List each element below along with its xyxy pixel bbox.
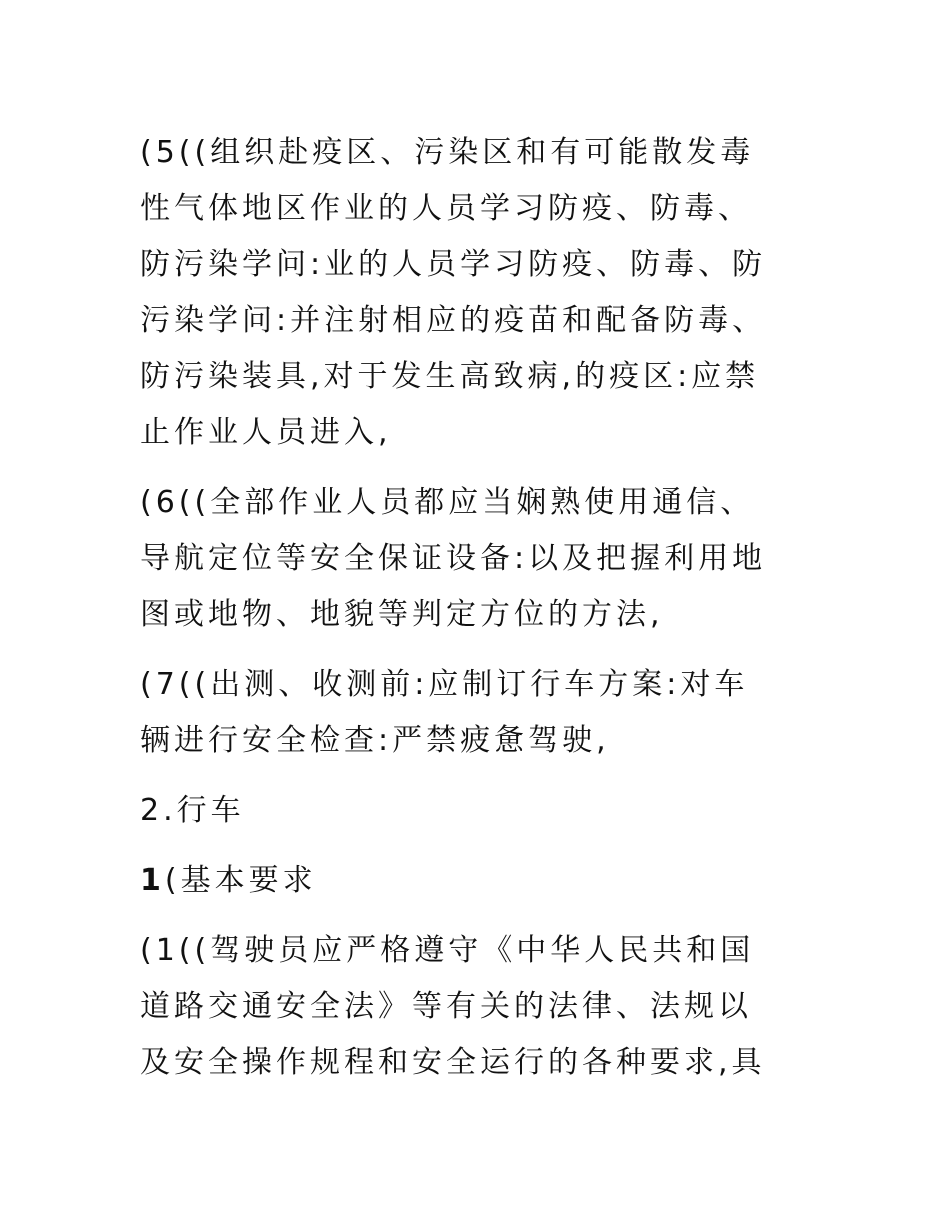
text-line: 污染学问:并注射相应的疫苗和配备防毒、 xyxy=(140,303,767,338)
text-line: (6((全部作业人员都应当娴熟使用通信、 xyxy=(140,485,755,520)
document-page xyxy=(140,125,820,1105)
text-line: (5((组织赴疫区、污染区和有可能散发毒 xyxy=(140,135,755,170)
text-line: (1((驾驶员应严格遵守《中华人民共和国 xyxy=(140,933,755,968)
subsection-number: 1 xyxy=(140,863,165,898)
paragraph-item-7 xyxy=(140,657,820,769)
text-line: 图或地物、地貌等判定方位的方法, xyxy=(140,597,664,632)
text-line: 及安全操作规程和安全运行的各种要求,具 xyxy=(140,1045,766,1080)
text-line: (7((出测、收测前:应制订行车方案:对车 xyxy=(140,667,749,702)
text-line: 辆进行安全检查:严禁疲惫驾驶, xyxy=(140,723,610,758)
text-line: 导航定位等安全保证设备:以及把握利用地 xyxy=(140,541,767,576)
text-line: 止作业人员进入, xyxy=(140,415,392,450)
paragraph-item-5 xyxy=(140,125,820,461)
paragraph-item-1 xyxy=(140,923,820,1091)
text-line: 防污染装具,对于发生高致病,的疫区:应禁 xyxy=(140,359,760,394)
text-line: 性气体地区作业的人员学习防疫、防毒、 xyxy=(140,191,752,226)
subsection-title: (基本要求 xyxy=(164,863,317,898)
paragraph-item-6 xyxy=(140,475,820,643)
text-line: 道路交通安全法》等有关的法律、法规以 xyxy=(140,989,752,1024)
section-heading-driving: 2.行车 xyxy=(140,793,245,828)
subsection-heading-basic-requirements xyxy=(140,853,820,909)
text-line: 防污染学问:业的人员学习防疫、防毒、防 xyxy=(140,247,767,282)
